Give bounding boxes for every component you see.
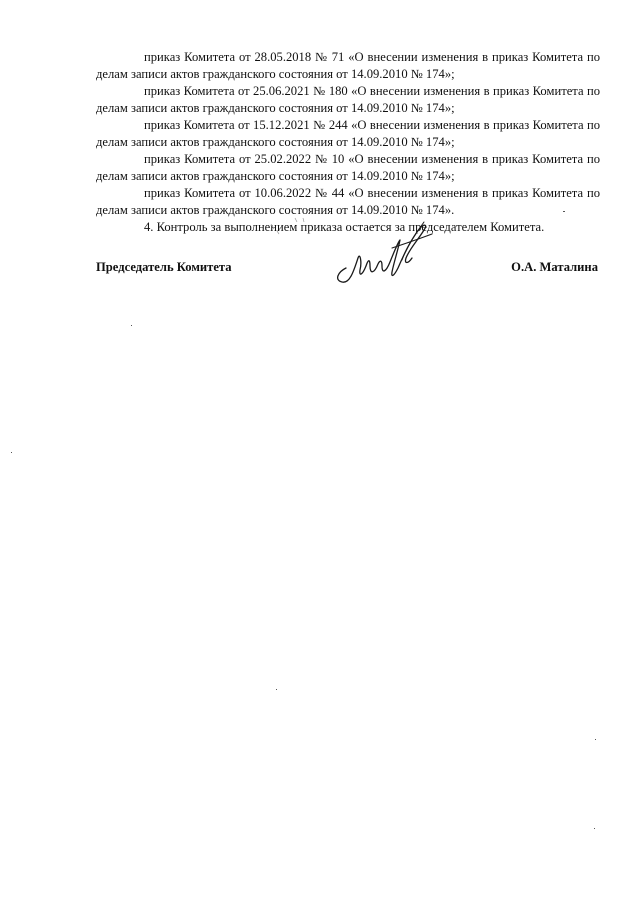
signatory-name: О.А. Маталина bbox=[511, 260, 598, 274]
order-paragraph-3: приказ Комитета от 15.12.2021 № 244 «О внесении изменения в приказ Комитета по делам записи актов гражданского состояния от 14.09.2010 № 174»; bbox=[96, 118, 600, 149]
scan-speck bbox=[563, 211, 565, 212]
order-paragraph-5: приказ Комитета от 10.06.2022 № 44 «О внесении изменения в приказ Комитета по делам записи актов гражданского состояния от 14.09.2010 № 174». bbox=[96, 186, 600, 217]
scan-speck bbox=[11, 452, 12, 453]
order-paragraph-1: приказ Комитета от 28.05.2018 № 71 «О внесении изменения в приказ Комитета по делам записи актов гражданского состояния от 14.09.2010 № 174»; bbox=[96, 50, 600, 81]
order-paragraph-4: приказ Комитета от 25.02.2022 № 10 «О внесении изменения в приказ Комитета по делам записи актов гражданского состояния от 14.09.2010 № 174»; bbox=[96, 152, 600, 183]
signatory-title: Председатель Комитета bbox=[96, 260, 232, 274]
scan-speck bbox=[131, 325, 132, 326]
scan-marks bbox=[265, 214, 315, 244]
order-paragraph-2: приказ Комитета от 25.06.2021 № 180 «О внесении изменения в приказ Комитета по делам записи актов гражданского состояния от 14.09.2010 № 174»; bbox=[96, 84, 600, 115]
document-body bbox=[96, 49, 600, 236]
control-paragraph: 4. Контроль за выполнением приказа остается за председателем Комитета. bbox=[144, 220, 545, 234]
scan-speck bbox=[595, 739, 596, 740]
signature-block bbox=[96, 260, 600, 280]
scan-speck bbox=[594, 828, 595, 829]
scan-speck bbox=[276, 689, 277, 690]
